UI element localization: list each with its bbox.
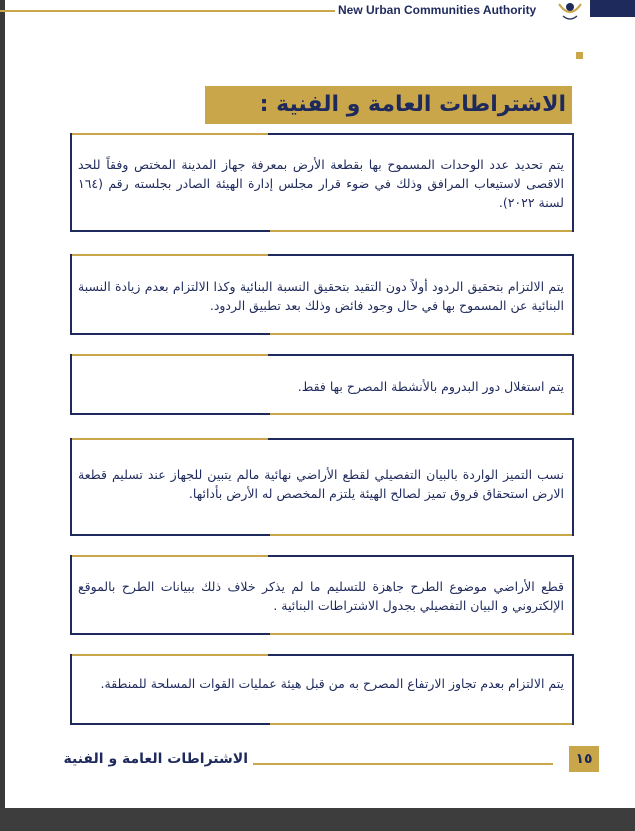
condition-box-2: [70, 254, 574, 335]
organization-name: New Urban Communities Authority: [338, 3, 537, 17]
condition-box-6: [70, 654, 574, 725]
left-page-border: [0, 0, 5, 831]
section-title: الاشتراطات العامة و الفنية :: [205, 86, 572, 124]
footer-section-name: الاشتراطات العامة و الفنية: [63, 751, 248, 767]
condition-text-2: يتم الالتزام بتحقيق الردود أولاً دون التقيد بتحقيق النسبة البنائية وكذا الالتزام بعدم زيادة النسبة البنائية عن المسموح بها في حال وجود فائض وذلك بعد تطبيق الردود.: [78, 279, 564, 313]
condition-box-4: [70, 438, 574, 536]
header-gold-line: [0, 10, 335, 12]
condition-box-1: [70, 133, 574, 232]
condition-text-1: يتم تحديد عدد الوحدات المسموح بها بقطعة الأرض بمعرفة جهاز المدينة المختص وفقاً للحد الاقصى لاستيعاب المرافق وذلك في ضوء قرار مجلس إدارة الهيئة الصادر بجلسته رقم (١٦٤ لسنة ٢٠٢٢).: [78, 157, 564, 210]
header-navy-tab: [590, 0, 635, 17]
condition-box-5: [70, 555, 574, 635]
bottom-dark-bar: [0, 808, 635, 831]
page-number: ١٥: [569, 746, 599, 772]
condition-text-3: يتم استغلال دور البدروم بالأنشطة المصرح بها فقط.: [297, 379, 564, 394]
condition-text-6: يتم الالتزام بعدم تجاوز الارتفاع المصرح به من قبل هيئة عمليات القوات المسلحة للمنطقة.: [100, 676, 564, 691]
gold-square-accent: [576, 52, 583, 59]
condition-box-3: [70, 354, 574, 415]
footer-gold-line: [253, 763, 553, 765]
condition-text-4: نسب التميز الواردة بالبيان التفصيلي لقطع الأراضي نهائية مالم يتبين للجهاز عند تسليم قطعة الارض استحقاق فروق تميز لصالح الهيئة يلتزم المخصص له الأرض بأدائها.: [78, 467, 564, 501]
authority-logo-icon: [555, 0, 585, 22]
condition-text-5: قطع الأراضي موضوع الطرح جاهزة للتسليم ما لم يذكر خلاف ذلك ببيانات الطرح بالموقع الإلكتروني و البيان التفصيلي بجدول الاشتراطات البنائية .: [78, 579, 564, 613]
